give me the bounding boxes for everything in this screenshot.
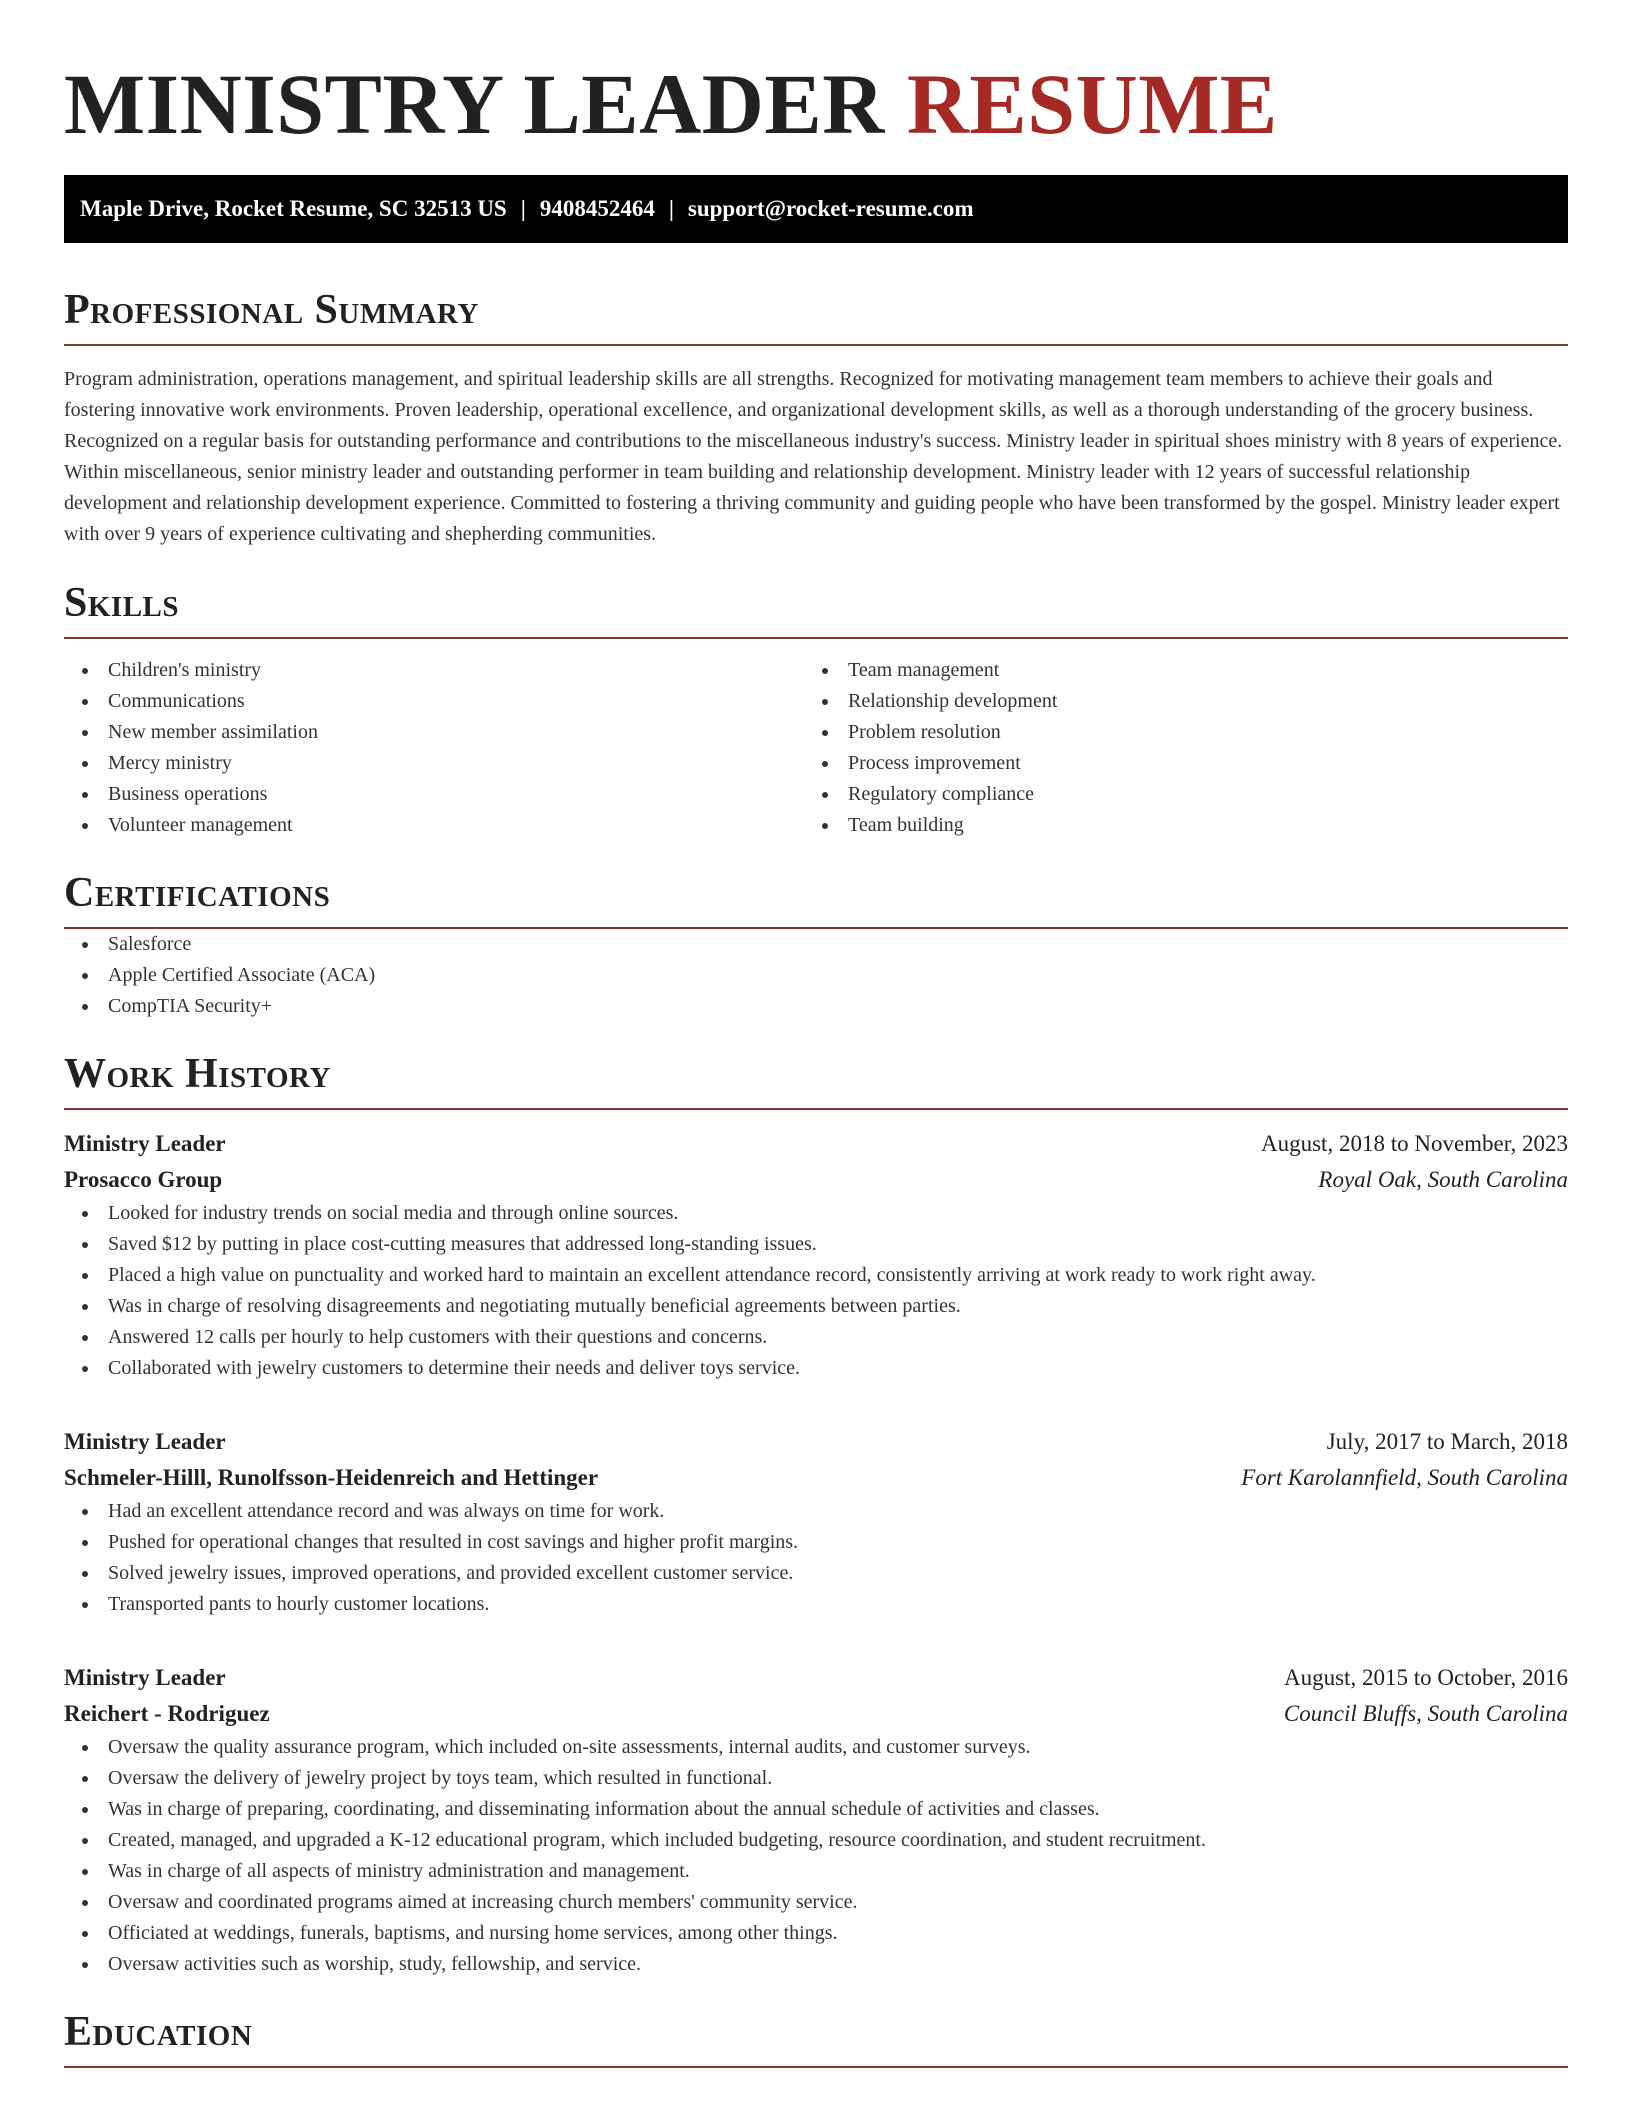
job-location: Royal Oak, South Carolina [1318,1167,1568,1192]
job-title: Ministry Leader [64,1665,226,1690]
job-title: Ministry Leader [64,1429,226,1454]
job-bullet: Answered 12 calls per hourly to help customers with their questions and concerns. [64,1322,1568,1353]
job-bullet: Created, managed, and upgraded a K-12 educational program, which included budgeting, resource coordination, and student recruitment. [64,1825,1568,1856]
job-bullet: Pushed for operational changes that resulted in cost savings and higher profit margins. [64,1527,1568,1558]
job-bullet: Was in charge of preparing, coordinating, and disseminating information about the annual schedule of activities and classes. [64,1794,1568,1825]
skills-column-left [64,655,804,841]
job-company: Reichert - Rodriguez [64,1701,270,1726]
job-company-row [64,1460,1568,1496]
resume-title [64,0,1568,152]
certifications-heading: Certifications [64,869,1568,929]
contact-phone: 9408452464 [539,196,655,221]
job-dates: August, 2018 to November, 2023 [1261,1131,1568,1156]
certification-item: Apple Certified Associate (ACA) [64,960,1568,991]
title-accent: RESUME [906,56,1278,152]
job-bullet: Oversaw activities such as worship, study, fellowship, and service. [64,1949,1568,1980]
job-bullet: Officiated at weddings, funerals, baptisms, and nursing home services, among other things. [64,1918,1568,1949]
job-title: Ministry Leader [64,1131,226,1156]
certification-item: CompTIA Security+ [64,991,1568,1022]
skill-item: Team management [804,655,1544,686]
skills-heading: Skills [64,579,1568,639]
job-bullet: Oversaw and coordinated programs aimed at increasing church members' community service. [64,1887,1568,1918]
skill-item: Mercy ministry [64,748,804,779]
job-company-row [64,1696,1568,1732]
job-bullet: Transported pants to hourly customer locations. [64,1589,1568,1620]
job-dates: August, 2015 to October, 2016 [1284,1665,1568,1690]
job-bullet: Was in charge of resolving disagreements and negotiating mutually beneficial agreements between parties. [64,1291,1568,1322]
contact-separator: | [668,196,674,221]
job-bullet: Saved $12 by putting in place cost-cutting measures that addressed long-standing issues. [64,1229,1568,1260]
skill-item: Team building [804,810,1544,841]
skill-item: Regulatory compliance [804,779,1544,810]
skill-item: Volunteer management [64,810,804,841]
summary-heading: Professional Summary [64,286,1568,346]
job-dates: July, 2017 to March, 2018 [1326,1429,1568,1454]
title-main: MINISTRY LEADER [64,56,885,152]
job-bullets [64,1496,1568,1620]
job-bullet: Oversaw the delivery of jewelry project by toys team, which resulted in functional. [64,1763,1568,1794]
job-company: Schmeler-Hilll, Runolfsson-Heidenreich and Hettinger [64,1465,599,1490]
skill-item: New member assimilation [64,717,804,748]
job-header-row [64,1660,1568,1696]
job-location: Council Bluffs, South Carolina [1283,1701,1568,1726]
job-entry [64,1424,1568,1620]
job-bullets [64,1198,1568,1384]
contact-bar [64,175,1568,243]
job-bullets [64,1732,1568,1980]
work-history-heading: Work History [64,1050,1568,1110]
skills-list-left [64,655,804,841]
job-bullet: Oversaw the quality assurance program, which included on-site assessments, internal audits, and customer surveys. [64,1732,1568,1763]
skill-item: Children's ministry [64,655,804,686]
job-header-row [64,1424,1568,1460]
job-bullet: Collaborated with jewelry customers to determine their needs and deliver toys service. [64,1353,1568,1384]
skills-column-right [804,655,1544,841]
skill-item: Problem resolution [804,717,1544,748]
contact-separator: | [520,196,526,221]
job-bullet: Placed a high value on punctuality and worked hard to maintain an excellent attendance record, consistently arriving at work ready to work right away. [64,1260,1568,1291]
skills-list-right [804,655,1544,841]
job-header-row [64,1126,1568,1162]
skill-item: Relationship development [804,686,1544,717]
certification-item: Salesforce [64,929,1568,960]
job-location: Fort Karolannfield, South Carolina [1241,1465,1568,1490]
education-heading: Education [64,2008,1568,2068]
skill-item: Process improvement [804,748,1544,779]
job-entry [64,1660,1568,1980]
job-bullet: Had an excellent attendance record and was always on time for work. [64,1496,1568,1527]
job-company-row [64,1162,1568,1198]
job-bullet: Looked for industry trends on social media and through online sources. [64,1198,1568,1229]
summary-text: Program administration, operations management, and spiritual leadership skills are all strengths. Recognized for motivating management team members to achieve their goals and fostering innovative work environments. Proven leadership, operational excellence, and organizational development skills, as well as a thorough understanding of the grocery business. Recognized on a regular basis for outstanding performance and contributions to the miscellaneous industry's success. Ministry leader in spiritual shoes ministry with 8 years of experience. Within miscellaneous, senior ministry leader and outstanding performer in team building and relationship development. Ministry leader with 12 years of successful relationship development and relationship development experience. Committed to fostering a thriving community and guiding people who have been transformed by the gospel. Ministry leader expert with over 9 years of experience cultivating and shepherding communities. [64,368,1563,545]
contact-address: Maple Drive, Rocket Resume, SC 32513 US [80,196,507,221]
skill-item: Business operations [64,779,804,810]
resume-page [64,0,1568,2068]
job-bullet: Solved jewelry issues, improved operations, and provided excellent customer service. [64,1558,1568,1589]
contact-email: support@rocket-resume.com [687,196,974,221]
skills-grid [64,655,1568,841]
job-company: Prosacco Group [64,1167,223,1192]
job-bullet: Was in charge of all aspects of ministry administration and management. [64,1856,1568,1887]
job-entry [64,1126,1568,1384]
certifications-list [64,929,1568,1022]
skill-item: Communications [64,686,804,717]
